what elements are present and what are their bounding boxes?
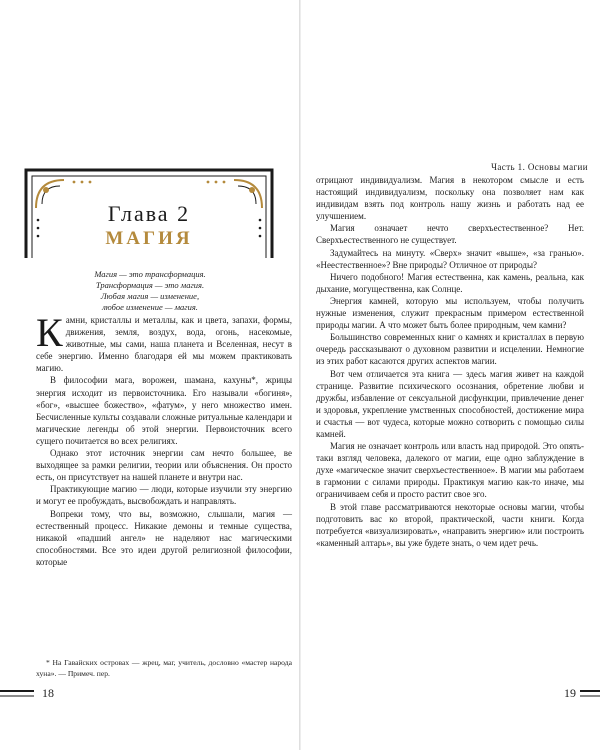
paragraph: В этой главе рассматриваются некоторые основы магии, чтобы подготовить вас ко второй, практической, части книги. Когда потребуется «визуализировать», «направить энергию» или построить «каменный алтарь», вы уже будете знать, о чем идет речь. xyxy=(316,501,584,548)
paragraph: Практикующие магию — люди, которые изучили эту энергию и могут ее пробуждать, высвобождать и направлять. xyxy=(36,484,292,507)
paragraph: Вот чем отличается эта книга — здесь магия живет на каждой странице. Развитие психического осознания, обретение любви и дружбы, избавление от сексуальной дисфункции, привлечение денег и здоровья, укрепление умственных способностей, достижение мира и счастья — вот чудеса, которые можно сотворить с помощью силы камней. xyxy=(316,368,584,439)
paragraph: Камни, кристаллы и металлы, как и цвета, запахи, формы, движения, земля, воздух, вода, огонь, насекомые, животные, мы сами, наша планета и Вселенная, несут в себе энергию. Именно благодаря ей мы можем практиковать магию. xyxy=(36,310,292,374)
page-number: 19 xyxy=(564,686,576,700)
paragraph: Задумайтесь на минуту. «Сверх» значит «выше», «за гранью». «Неестественное»? Вне природы? Отличное от природы? xyxy=(316,247,584,270)
paragraph: Однако этот источник энергии сам нечто большее, ве выходящее за рамки религии, теории или объяснения. Он просто есть, он присутствует на нашей планете и внутри нас. xyxy=(36,448,292,483)
paragraph: Энергия камней, которую мы используем, чтобы получить нужные изменения, служит прекрасным примером естественной природы магии. А что может быть более природным, чем камни? xyxy=(316,295,584,331)
epigraph-line: любое изменение — магия. xyxy=(102,302,198,312)
page-rule-icon xyxy=(578,688,600,700)
epigraph-line: Магия — это трансформация. xyxy=(94,269,206,279)
paragraph: Магия означает нечто сверхъестественное? Нет. Сверхъестественного не существует. xyxy=(316,223,584,246)
epigraph-line: Любая магия — изменение, xyxy=(100,291,200,301)
footnote xyxy=(36,658,292,679)
paragraph: Магия не означает контроль или власть над природой. Это опять-таки взгляд человека, далекого от магии, еще одно заблуждение в духе «магическое значит сверхъестественное». В магии мы работаем в гармонии с силами природы. Практикуя магию как-то иначе, мы ограничиваем себя и просто растит свое эго. xyxy=(316,441,584,500)
epigraph-line: Трансформация — это магия. xyxy=(95,280,205,290)
chapter-number: Глава 2 xyxy=(107,201,191,226)
right-page xyxy=(300,0,600,750)
paragraph: Вопреки тому, что вы, возможно, слышали, магия — естественный процесс. Никакие демоны и темные существа, никакой «падший ангел» не наделяют нас магическими способностями. Все это идеи другой религиозной философии, которые xyxy=(36,508,292,567)
drop-cap: К xyxy=(36,310,63,355)
page-rule-icon xyxy=(0,688,40,700)
epigraph xyxy=(30,269,270,313)
paragraph: Большинство современных книг о камнях и кристаллах в первую очередь рассказывают о духовном развитии и исцелении. Немногие из этих работ касаются других аспектов магии. xyxy=(316,332,584,367)
left-body-text xyxy=(36,310,292,568)
footnote-text: * На Гавайских островах — жрец, маг, учитель, дословно «мастер народа хуна». — Примеч. пер. xyxy=(36,658,292,678)
chapter-name: МАГИЯ xyxy=(105,228,193,249)
chapter-frame xyxy=(24,168,274,260)
paragraph: В философии мага, ворожеи, шамана, кахуны*, жрицы энергия исходит из первоисточника. Его называли «богиня», «бог», «высшее божество», «фатум», у него множество имен. Бесчисленные культы создавали сложные ритуальные календари и магические легенды об этой энергии. Первоисточник всего сущего почитается во всех религиях. xyxy=(36,375,292,446)
page-number: 18 xyxy=(42,686,54,700)
right-body-text xyxy=(316,174,584,549)
paragraph: отрицают индивидуализм. Магия в некотором смысле и есть настоящий индивидуализм, поскольку она позволяет нам как индивидам взять под контроль нашу жизнь и работать над ее улучшением. xyxy=(316,175,584,222)
paragraph: Ничего подобного! Магия естественна, как камень, реальна, как дыхание, могущественна, как Солнце. xyxy=(316,271,584,294)
running-head: Часть 1. Основы магии xyxy=(491,162,588,172)
